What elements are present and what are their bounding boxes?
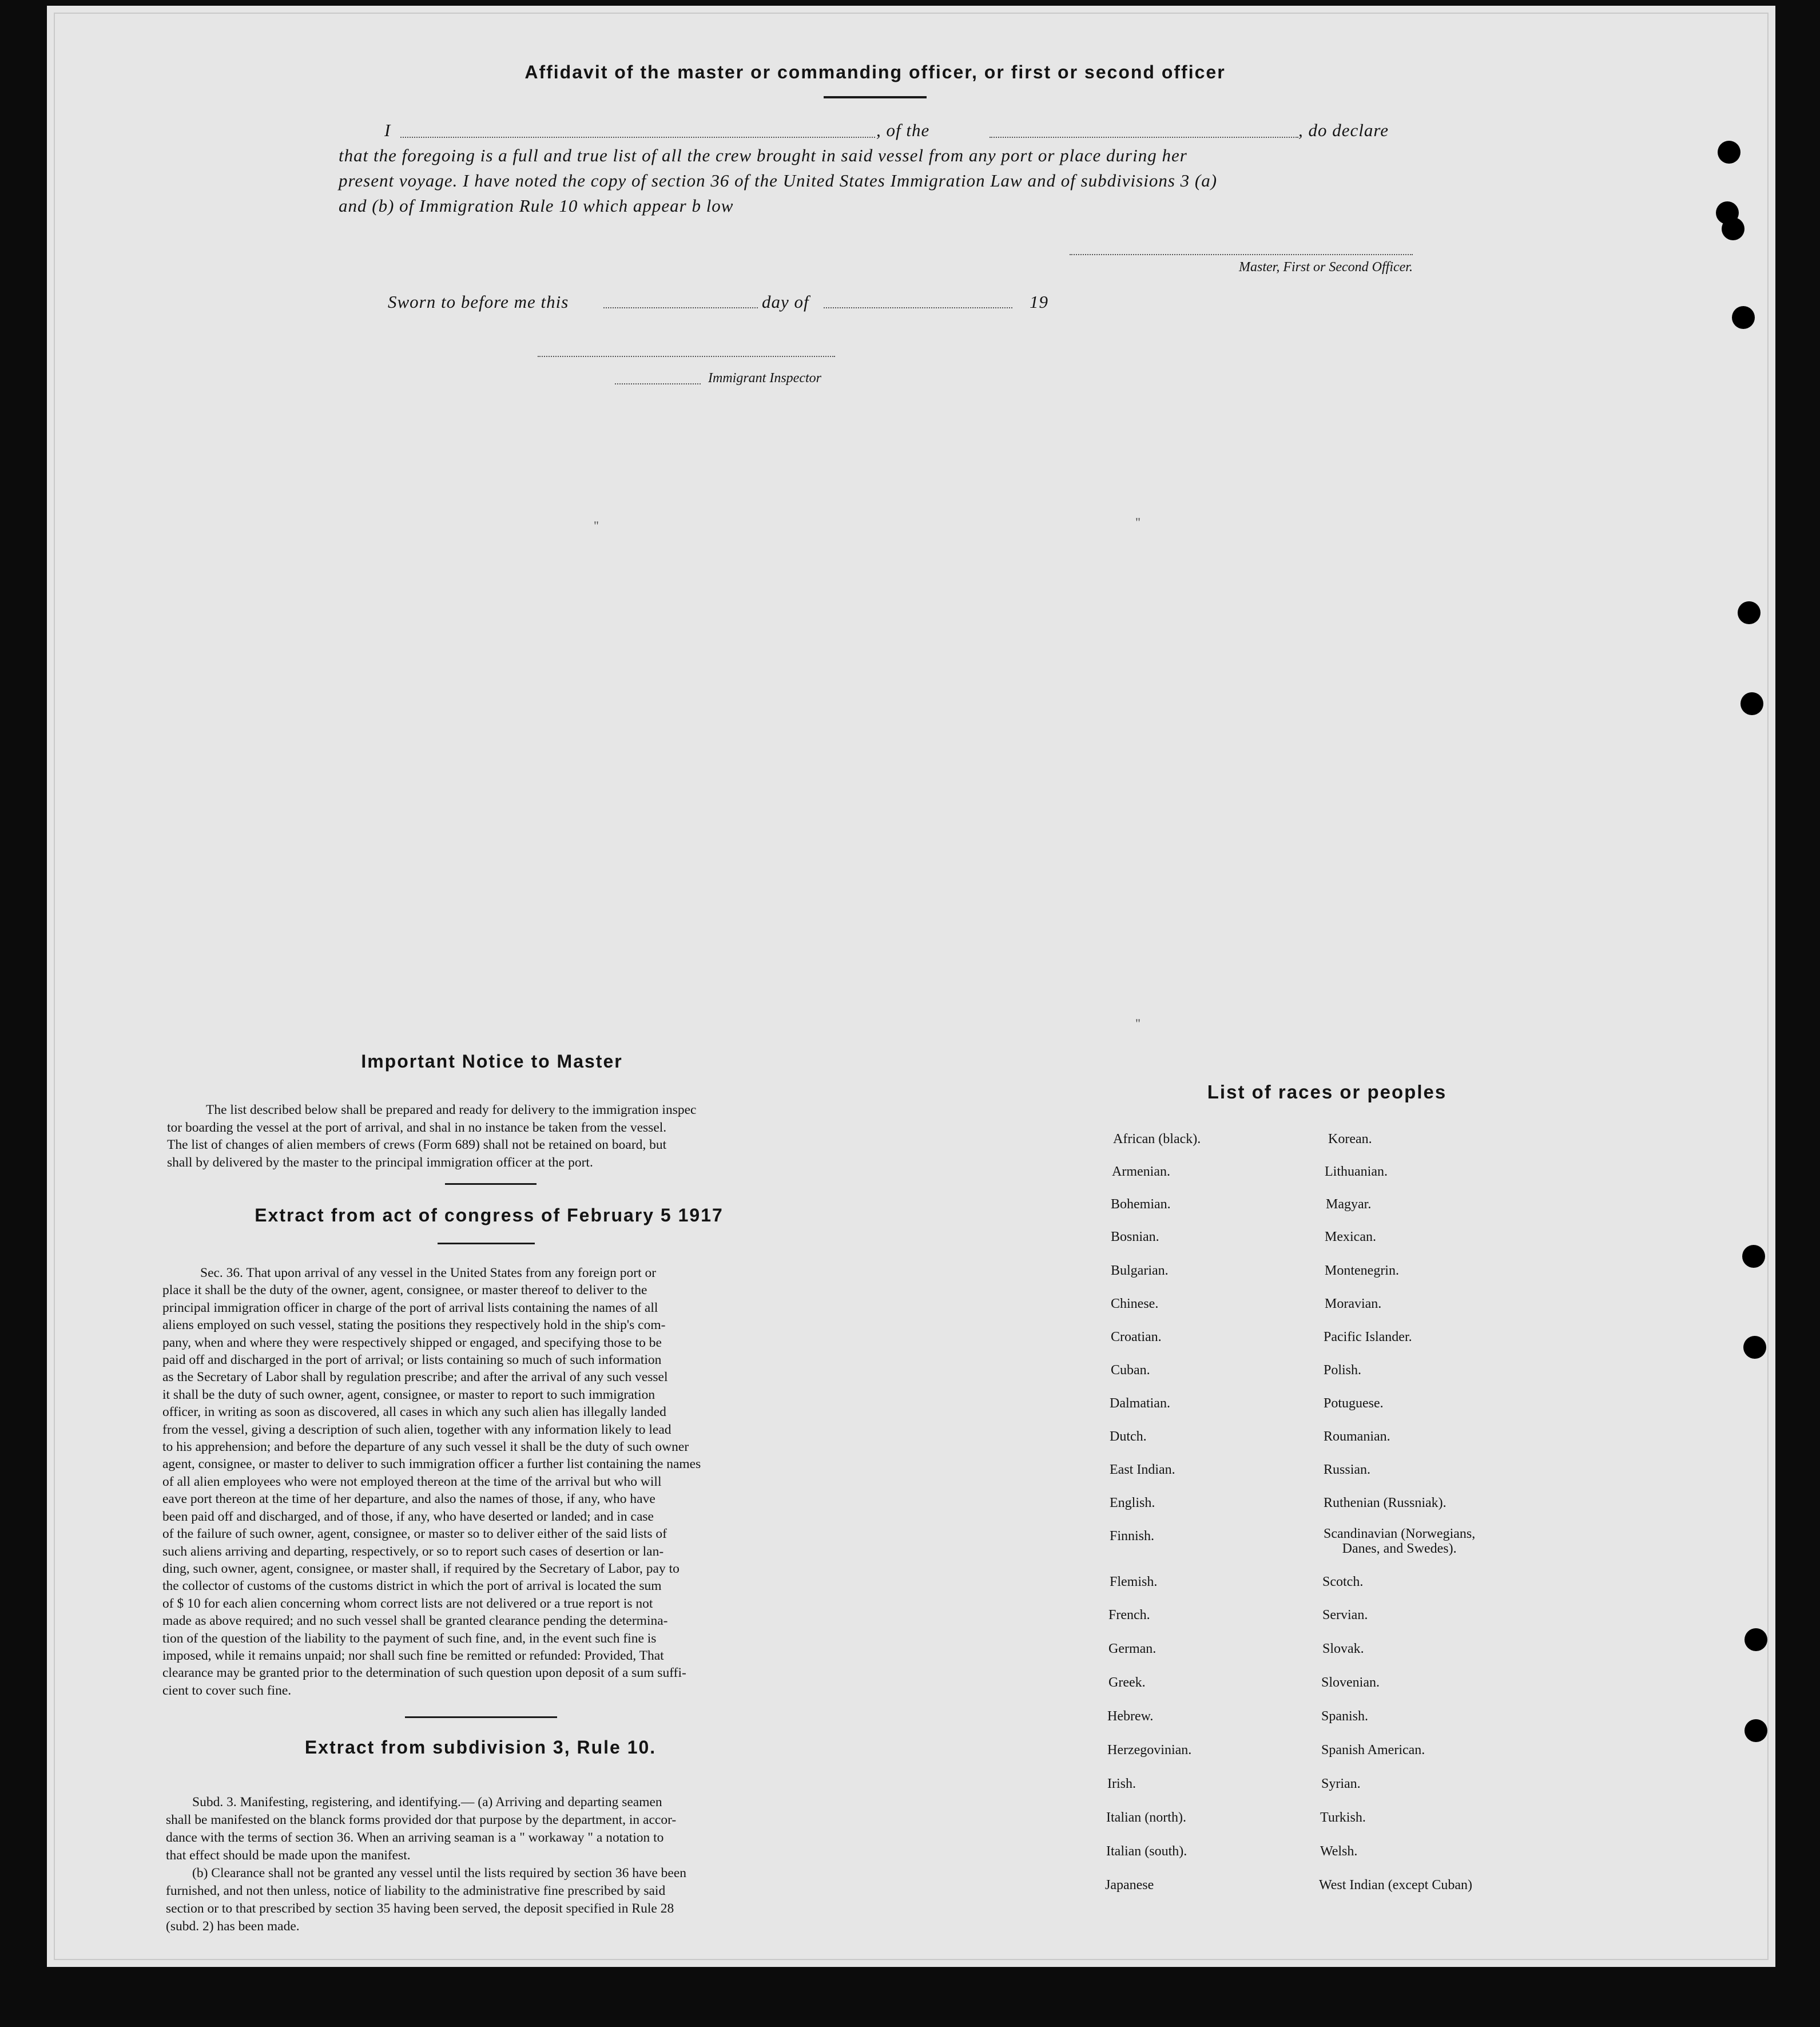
act-title: Extract from act of congress of February 5 1917 xyxy=(255,1205,724,1225)
rule-line: dance with the terms of section 36. When an arriving seaman is a " workaway " a notation to xyxy=(166,1830,664,1845)
race-item: Mexican. xyxy=(1325,1229,1376,1244)
sworn-day-blank xyxy=(603,307,758,308)
race-item: English. xyxy=(1110,1496,1155,1510)
race-item: Greek. xyxy=(1108,1675,1146,1690)
race-item: Dutch. xyxy=(1110,1429,1147,1444)
race-item: Italian (north). xyxy=(1106,1810,1186,1825)
binder-hole xyxy=(1718,141,1740,164)
affidavit-of-the: , of the xyxy=(876,120,930,140)
scan-speck: " xyxy=(1135,1016,1141,1030)
act-line: principal immigration officer in charge of the port of arrival lists containing the names of all xyxy=(162,1300,658,1315)
race-item: Bosnian. xyxy=(1111,1229,1159,1244)
inspector-signature-line xyxy=(538,356,835,357)
race-item: Italian (south). xyxy=(1106,1844,1187,1859)
affidavit-i: I xyxy=(384,120,391,140)
race-item: Spanish. xyxy=(1321,1709,1369,1724)
act-line: ding, such owner, agent, consignee, or master shall, if required by the Secretary of Labor, pay to xyxy=(162,1561,679,1576)
race-item: Syrian. xyxy=(1321,1776,1361,1791)
binder-hole xyxy=(1743,1336,1766,1359)
notice-divider xyxy=(445,1183,537,1185)
race-item: Montenegrin. xyxy=(1325,1263,1399,1278)
binder-hole xyxy=(1740,692,1763,715)
act-divider xyxy=(438,1243,535,1244)
race-item: Finnish. xyxy=(1110,1529,1155,1544)
act-line: agent, consignee, or master to deliver to such immigration officer a further list containing the names xyxy=(162,1457,701,1472)
act-line: as the Secretary of Labor shall by regulation prescribe; and after the arrival of any such vessel xyxy=(162,1370,668,1385)
race-item: Magyar. xyxy=(1326,1197,1372,1212)
notice-text xyxy=(167,1101,811,1171)
race-item: Slovak. xyxy=(1322,1641,1364,1656)
races-left-column xyxy=(1098,1132,1338,1898)
scan-speck: " xyxy=(1135,515,1141,529)
act-line: clearance may be granted prior to the determination of such question upon deposit of a sum suffi- xyxy=(162,1665,686,1681)
signature-line xyxy=(1070,254,1413,255)
race-item: Irish. xyxy=(1107,1776,1136,1791)
sworn-month-blank xyxy=(824,307,1012,308)
race-item: Turkish. xyxy=(1320,1810,1366,1825)
notice-line: shall by delivered by the master to the principal immigration officer at the port. xyxy=(167,1155,593,1170)
act-line: aliens employed on such vessel, stating the positions they respectively hold in the ship's com- xyxy=(162,1318,666,1333)
act-line: imposed, while it remains unpaid; nor shall such fine be remitted or refunded: Provided, That xyxy=(162,1648,664,1663)
notice-title: Important Notice to Master xyxy=(361,1051,623,1072)
binder-hole xyxy=(1732,306,1755,329)
act-line: of $ 10 for each alien concerning whom correct lists are not delivered or a true report is not xyxy=(162,1596,653,1611)
name-blank xyxy=(400,137,875,138)
title-underline xyxy=(824,96,927,98)
affidavit-line-4: and (b) of Immigration Rule 10 which appear b low xyxy=(339,196,734,216)
act-line: eave port thereon at the time of her departure, and also the names of those, if any, who have xyxy=(162,1492,655,1507)
race-item: Armenian. xyxy=(1112,1164,1170,1179)
rule-line: Subd. 3. Manifesting, registering, and identifying.— (a) Arriving and departing seamen xyxy=(192,1795,662,1810)
race-item: West Indian (except Cuban) xyxy=(1319,1878,1472,1893)
act-line: place it shall be the duty of the owner, agent, consignee, or master thereof to deliver to the xyxy=(162,1283,647,1298)
race-item: Hebrew. xyxy=(1107,1709,1154,1724)
act-line: the collector of customs of the customs district in which the port of arrival is located the sum xyxy=(162,1578,662,1594)
race-item: Flemish. xyxy=(1110,1574,1158,1589)
race-item: Servian. xyxy=(1322,1608,1368,1623)
race-item: German. xyxy=(1108,1641,1157,1656)
race-item: Dalmatian. xyxy=(1110,1396,1170,1411)
rule-line: (subd. 2) has been made. xyxy=(166,1919,300,1934)
race-item: African (black). xyxy=(1113,1132,1201,1147)
affidavit-declare: , do declare xyxy=(1298,120,1389,140)
notice-line: The list described below shall be prepared and ready for delivery to the immigration inspec xyxy=(206,1102,697,1117)
act-line: officer, in writing as soon as discovered, all cases in which any such alien has illegally landed xyxy=(162,1405,666,1420)
race-item: Bulgarian. xyxy=(1111,1263,1169,1278)
race-item: Slovenian. xyxy=(1321,1675,1380,1690)
race-item: Roumanian. xyxy=(1324,1429,1390,1444)
act-end-divider xyxy=(405,1716,557,1718)
race-item: Potuguese. xyxy=(1324,1396,1384,1411)
rule-line: that effect should be made upon the manifest. xyxy=(166,1848,411,1863)
act-line: to his apprehension; and before the departure of any such vessel it shall be the duty of such owner xyxy=(162,1439,689,1455)
signature-label: Master, First or Second Officer. xyxy=(1239,260,1413,275)
sworn-day-of: day of xyxy=(762,292,809,312)
vessel-blank xyxy=(990,137,1298,138)
race-item: Japanese xyxy=(1105,1878,1154,1893)
affidavit-title: Affidavit of the master or commanding officer, or first or second officer xyxy=(524,62,1226,82)
binder-hole xyxy=(1722,217,1745,240)
inspector-signature-line-2 xyxy=(615,383,701,384)
act-line: Sec. 36. That upon arrival of any vessel in the United States from any foreign port or xyxy=(200,1266,657,1280)
race-item: Chinese. xyxy=(1111,1296,1159,1311)
race-item: Herzegovinian. xyxy=(1107,1743,1192,1758)
sworn-year: 19 xyxy=(1030,292,1048,312)
race-item: French. xyxy=(1108,1608,1150,1623)
inspector-label: Immigrant Inspector xyxy=(708,371,821,386)
race-item: Lithuanian. xyxy=(1325,1164,1388,1179)
rule-line: section or to that prescribed by section 35 having been served, the deposit specified in Rule 28 xyxy=(166,1901,674,1916)
binder-hole xyxy=(1742,1245,1765,1268)
affidavit-line-2: that the foregoing is a full and true list of all the crew brought in said vessel from any port or place during her xyxy=(339,145,1187,165)
scan-speck: " xyxy=(594,518,599,533)
rule-line: shall be manifested on the blanck forms provided dor that purpose by the department, in accor- xyxy=(166,1812,677,1827)
races-title: List of races or peoples xyxy=(1207,1081,1447,1102)
race-item: Croatian. xyxy=(1111,1330,1162,1344)
rule-line: (b) Clearance shall not be granted any vessel until the lists required by section 36 have been xyxy=(192,1866,687,1881)
race-item: Welsh. xyxy=(1320,1844,1358,1859)
sworn-line xyxy=(388,289,1074,315)
rule-line: furnished, and not then unless, notice of liability to the administrative fine prescribed by said xyxy=(166,1883,666,1898)
notice-line: tor boarding the vessel at the port of arrival, and shal in no instance be taken from the vessel. xyxy=(167,1120,667,1135)
race-item: Pacific Islander. xyxy=(1324,1330,1412,1344)
race-item: Russian. xyxy=(1324,1462,1371,1477)
races-right-column xyxy=(1310,1132,1607,1898)
affidavit-line-3: present voyage. I have noted the copy of section 36 of the United States Immigration Law and of subdivisions 3 (a) xyxy=(339,170,1218,191)
act-line: paid off and discharged in the port of arrival; or lists containing so much of such information xyxy=(162,1352,662,1368)
act-line: of the failure of such owner, agent, consignee, or master so to deliver either of the said lists of xyxy=(162,1526,667,1542)
race-item: Bohemian. xyxy=(1111,1197,1171,1212)
binder-hole xyxy=(1745,1719,1767,1742)
act-line: made as above required; and no such vessel shall be granted clearance pending the determina- xyxy=(162,1613,668,1629)
act-text xyxy=(162,1264,809,1699)
race-item: Scandinavian (Norwegians, Danes, and Swedes). xyxy=(1324,1526,1476,1556)
rule-text xyxy=(166,1794,801,1935)
affidavit-line-1 xyxy=(384,118,1420,143)
notice-line: The list of changes of alien members of crews (Form 689) shall not be retained on board, but xyxy=(167,1137,667,1152)
act-line: pany, when and where they were respectively shipped or engaged, and specifying those to be xyxy=(162,1335,662,1350)
race-item: Moravian. xyxy=(1325,1296,1382,1311)
race-item: Polish. xyxy=(1324,1363,1362,1378)
race-item: Spanish American. xyxy=(1321,1743,1425,1758)
act-line: cient to cover such fine. xyxy=(162,1683,292,1698)
act-line: it shall be the duty of such owner, agent, consignee, or master to report to such immigration xyxy=(162,1387,655,1402)
act-line: of all alien employees who were not employed thereon at the time of the arrival but who will xyxy=(162,1474,662,1489)
race-item: Scotch. xyxy=(1322,1574,1364,1589)
race-item: Cuban. xyxy=(1111,1363,1150,1378)
binder-hole xyxy=(1738,601,1761,624)
act-line: tion of the question of the liability to the payment of such fine, and, in the event such fine is xyxy=(162,1631,657,1646)
race-item: Ruthenian (Russniak). xyxy=(1324,1496,1447,1510)
act-line: such aliens arriving and departing, respectively, or so to report such cases of desertion or lan- xyxy=(162,1544,664,1559)
sworn-prefix: Sworn to before me this xyxy=(388,292,569,312)
rule-title: Extract from subdivision 3, Rule 10. xyxy=(304,1737,657,1758)
binder-hole xyxy=(1745,1628,1767,1651)
race-item: Korean. xyxy=(1328,1132,1372,1147)
act-line: been paid off and discharged, and of those, if any, who have deserted or landed; and in case xyxy=(162,1509,654,1524)
act-line: from the vessel, giving a description of such alien, together with any information likely to lead xyxy=(162,1422,671,1437)
race-item: East Indian. xyxy=(1110,1462,1175,1477)
